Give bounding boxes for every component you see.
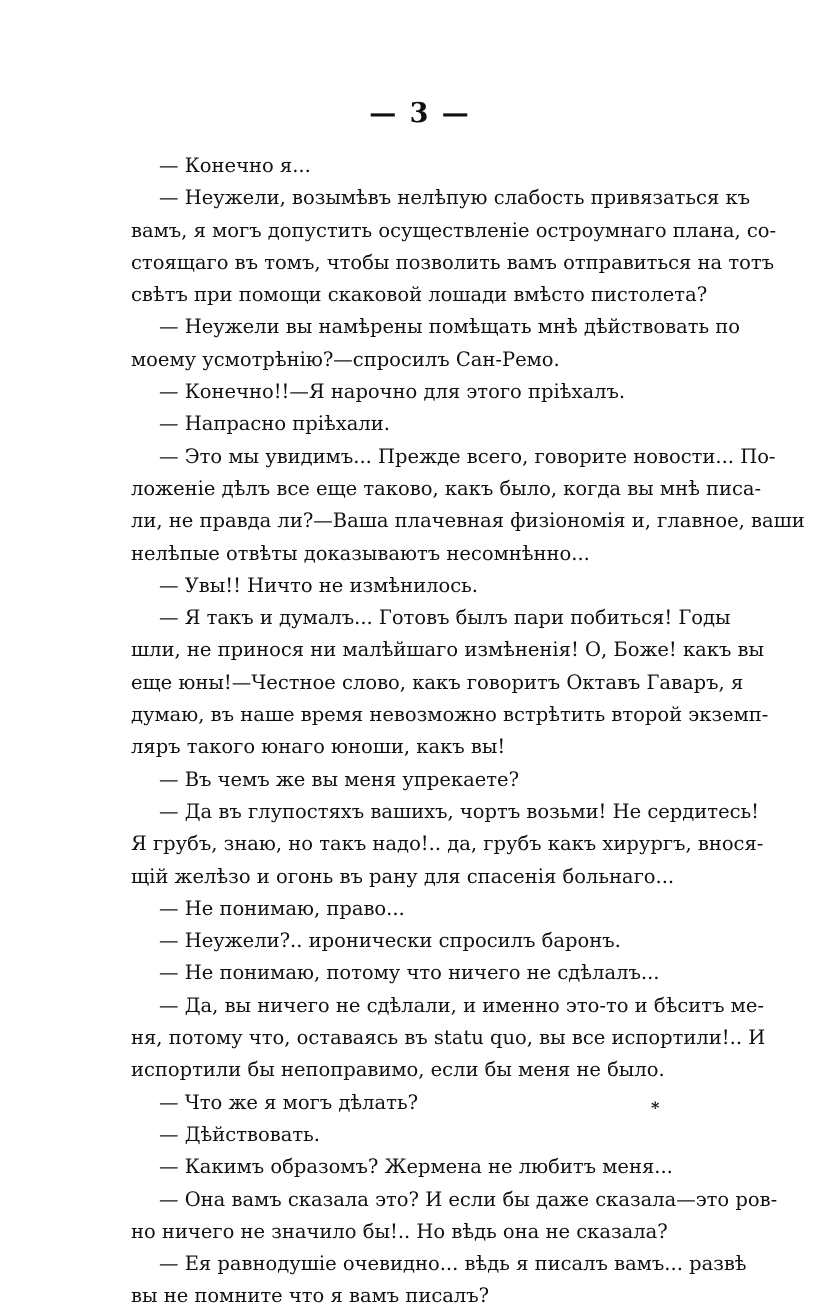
text-line: моему усмотрѣнію?—спросилъ Сан-Ремо. bbox=[131, 347, 560, 371]
footer-mark: * bbox=[651, 1098, 660, 1117]
text-line: — Неужели?.. иронически спросилъ баронъ. bbox=[159, 929, 621, 953]
text-line: — Дѣйствовать. bbox=[159, 1122, 320, 1146]
text-line: — Не понимаю, право... bbox=[159, 896, 405, 920]
text-line: Я грубъ, знаю, но такъ надо!.. да, грубъ какъ хирургъ, внося- bbox=[131, 832, 764, 856]
text-line: — Что же я могъ дѣлать? bbox=[159, 1090, 419, 1114]
text-line: — Конечно я... bbox=[159, 154, 311, 177]
text-line: щій желѣзо и огонь въ рану для спасенія больнаго... bbox=[131, 864, 675, 888]
text-line: ложеніе дѣлъ все еще таково, какъ было, когда вы мнѣ писа- bbox=[131, 476, 762, 500]
text-line: вы не помните что я вамъ писалъ? bbox=[131, 1284, 490, 1308]
text-line: шли, не принося ни малѣйшаго измѣненія! О, Боже! какъ вы bbox=[131, 638, 765, 662]
text-line: — Неужели вы намѣрены помѣщать мнѣ дѣйствовать по bbox=[159, 315, 741, 339]
text-line: — Напрасно пріѣхали. bbox=[159, 412, 390, 436]
text-line: — Въ чемъ же вы меня упрекаете? bbox=[159, 767, 520, 791]
text-line: — Она вамъ сказала это? И если бы даже сказала—это ров- bbox=[159, 1187, 778, 1211]
text-line: стоящаго въ томъ, чтобы позволить вамъ отправиться на тотъ bbox=[131, 250, 775, 274]
text-line: ли, не правда ли?—Ваша плачевная физіономія и, главное, ваши bbox=[131, 509, 805, 533]
text-line: — Какимъ образомъ? Жермена не любитъ меня... bbox=[159, 1155, 673, 1179]
text-line: — Неужели, возымѣвъ нелѣпую слабость привязаться къ bbox=[159, 186, 751, 210]
text-line: ня, потому что, оставаясь въ statu quo, вы все испортили!.. И bbox=[131, 1026, 766, 1050]
text-line: ляръ такого юнаго юноши, какъ вы! bbox=[131, 735, 506, 759]
text-line: — Да въ глупостяхъ вашихъ, чортъ возьми! Не сердитесь! bbox=[159, 799, 759, 823]
text-line: вамъ, я могъ допустить осуществленіе остроумнаго плана, со- bbox=[131, 218, 777, 242]
body-text bbox=[131, 150, 805, 1313]
text-line: — Ея равнодушіе очевидно... вѣдь я писалъ вамъ... развѣ bbox=[159, 1252, 747, 1276]
page-number: — 3 — bbox=[369, 98, 471, 129]
text-line: — Я такъ и думалъ... Готовъ былъ пари побиться! Годы bbox=[159, 606, 731, 630]
text-line: — Увы!! Ничто не измѣнилось. bbox=[159, 573, 478, 597]
text-line: — Конечно!!—Я нарочно для этого пріѣхалъ. bbox=[159, 380, 626, 404]
text-line: — Да, вы ничего не сдѣлали, и именно это-то и бѣситъ ме- bbox=[159, 993, 764, 1017]
text-line: свѣтъ при помощи скаковой лошади вмѣсто пистолета? bbox=[131, 283, 708, 307]
text-line: еще юны!—Честное слово, какъ говоритъ Октавъ Гаваръ, я bbox=[131, 670, 744, 694]
text-line: думаю, въ наше время невозможно встрѣтить второй экземп- bbox=[131, 703, 769, 727]
text-line: испортили бы непоправимо, если бы меня не было. bbox=[131, 1058, 665, 1082]
text-line: — Не понимаю, потому что ничего не сдѣлалъ... bbox=[159, 961, 660, 985]
text-line: — Это мы увидимъ... Прежде всего, говорите новости... По- bbox=[159, 444, 776, 468]
text-line: нелѣпые отвѣты доказываютъ несомнѣнно... bbox=[131, 541, 590, 565]
text-line: но ничего не значило бы!.. Но вѣдь она не сказала? bbox=[131, 1219, 668, 1243]
